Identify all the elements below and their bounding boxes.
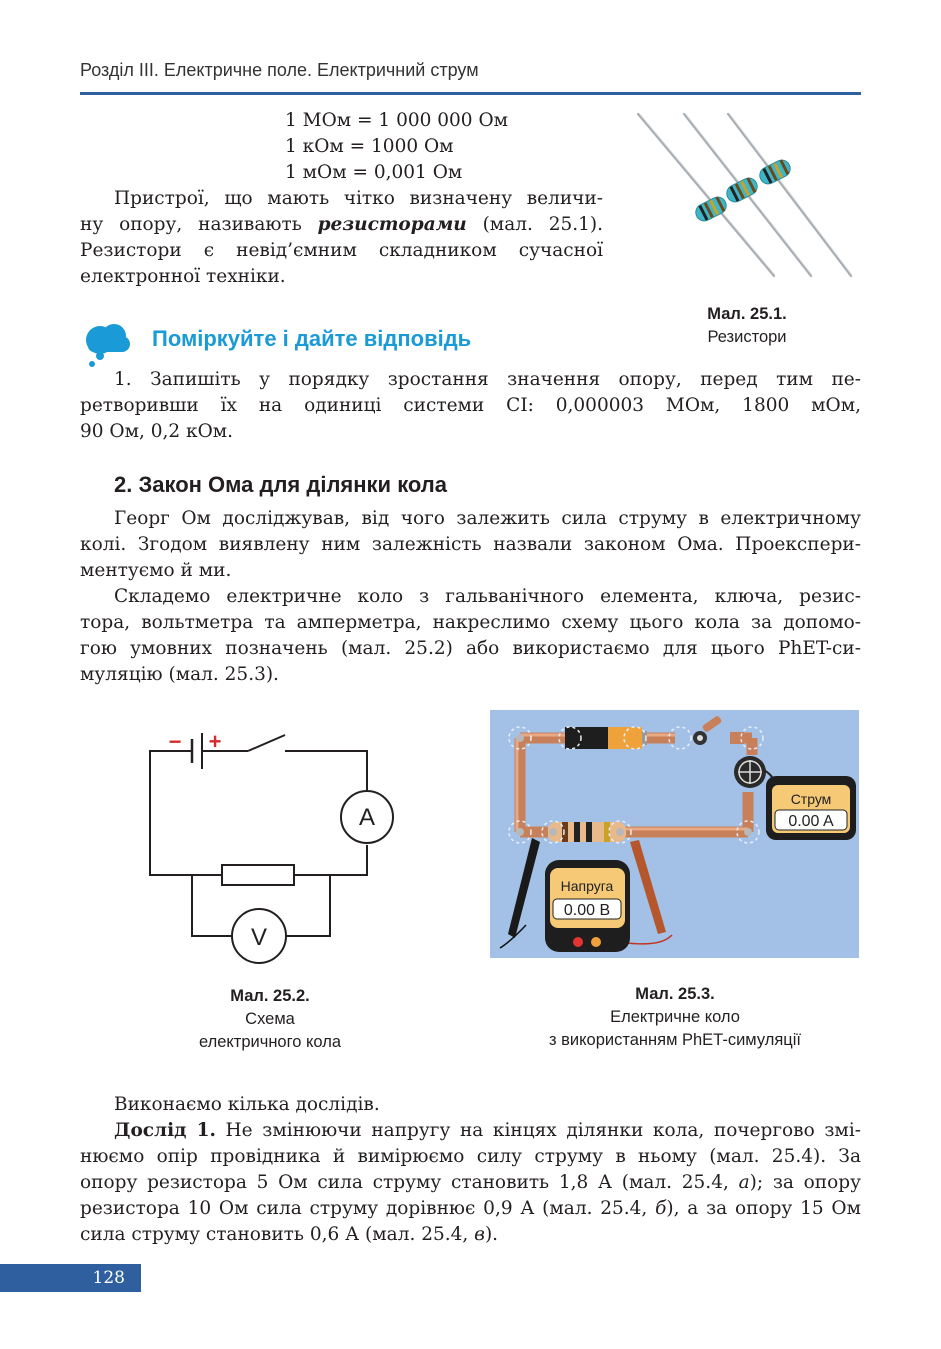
text-line: гою умовних позначень (мал. 25.2) або використаємо для цього PhET-си- (80, 638, 861, 659)
minus-sign: − (168, 729, 182, 754)
figure-caption-25-3 (505, 983, 845, 1052)
text-line: Складемо електричне коло з гальванічного елемента, ключа, резис- (114, 586, 861, 607)
figure-text: Резистори (707, 328, 787, 346)
paragraph-ohm (80, 506, 861, 584)
text-line: ну опору, називають резисторами (мал. 25.1). (80, 214, 603, 235)
text-line: ретворивши їх на одиниці системи СІ: 0,000003 МОм, 1800 мОм, (80, 395, 861, 416)
resistors-photo (636, 110, 858, 280)
plus-sign: + (208, 729, 222, 754)
figure-text: з використанням PhET-симуляції (549, 1031, 801, 1049)
paragraph-circuit (80, 584, 861, 688)
think-question (80, 367, 861, 445)
text-line: Пристрої, що мають чітко визначену величи- (114, 188, 603, 209)
figure-text: Схема (245, 1010, 295, 1028)
unit-conversions (285, 108, 508, 186)
unit-line: 1 кОм = 1000 Ом (285, 136, 454, 157)
page-number-bar (0, 1264, 141, 1292)
text-line: електронної техніки. (80, 266, 286, 287)
header-rule (80, 92, 861, 95)
figure-caption-25-2 (160, 985, 380, 1054)
voltage-value: 0.00 В (563, 902, 611, 919)
text-line: Резистори є невід’ємним складником сучасної (80, 240, 603, 261)
running-header: Розділ III. Електричне поле. Електричний струм (80, 60, 479, 80)
resistor-body-2 (724, 175, 760, 205)
text-line: тора, вольтметра та амперметра, накреслимо схему цього кола за допомо- (80, 612, 861, 633)
text-line: нюємо опір провідника й вимірюємо силу струму в ньому (мал. 25.4). За (80, 1146, 861, 1167)
current-label: Струм (790, 791, 832, 807)
phet-simulation (490, 710, 859, 958)
ammeter-display (766, 776, 856, 840)
figure-caption-25-1 (672, 303, 822, 349)
sim-resistor (548, 822, 626, 842)
think-title: Поміркуйте і дайте відповідь (152, 326, 472, 351)
voltage-label: Напруга (560, 878, 614, 894)
figure-text: електричного кола (198, 1033, 342, 1051)
text-line: муляцію (мал. 25.3). (80, 664, 279, 685)
unit-line: 1 мОм = 0,001 Ом (285, 162, 463, 183)
text-line: колі. Згодом виявлену ним залежність назвали законом Ома. Проекспери- (80, 534, 861, 555)
section-heading: 2. Закон Ома для ділянки кола (114, 472, 448, 497)
figure-number: Мал. 25.1. (707, 305, 787, 323)
text-line: 90 Ом, 0,2 кОм. (80, 421, 234, 442)
figure-number: Мал. 25.3. (635, 985, 715, 1003)
page-number: 128 (92, 1268, 125, 1288)
text-line: Георг Ом досліджував, від чого залежить сила струму в електричному (114, 508, 861, 529)
circuit-schematic (130, 725, 410, 975)
resistor-paragraph (80, 186, 603, 290)
text-line: резистора 10 Ом сила струму дорівнює 0,9 А (мал. 25.4, б), а за опору 15 Ом (80, 1198, 861, 1219)
current-value: 0.00 A (788, 813, 834, 830)
text-line: сила струму становить 0,6 А (мал. 25.4, в). (80, 1224, 499, 1245)
text-line: Дослід 1. Не змінюючи напругу на кінцях ділянки кола, почергово змі- (114, 1120, 861, 1141)
term-resistors: резисторами (317, 214, 467, 235)
ammeter-label: A (358, 804, 376, 831)
thought-cloud-icon (80, 320, 134, 368)
resistor-body-3 (757, 157, 793, 187)
paragraph-experiments: Виконаємо кілька дослідів. (114, 1094, 380, 1115)
voltmeter-label: V (250, 924, 268, 951)
voltmeter-device (545, 860, 630, 952)
figure-number: Мал. 25.2. (230, 987, 310, 1005)
figure-text: Електричне коло (610, 1008, 740, 1026)
unit-line: 1 МОм = 1 000 000 Ом (285, 110, 509, 131)
text-line: 1. Запишіть у порядку зростання значення опору, перед тим пе- (114, 369, 861, 390)
text-line: опору резистора 5 Ом сила струму становить 1,8 А (мал. 25.4, а); за опору (80, 1172, 862, 1193)
text-line: ментуємо й ми. (80, 560, 232, 581)
paragraph-experiment-1 (80, 1118, 861, 1248)
experiment-label: Дослід 1. (114, 1120, 216, 1141)
